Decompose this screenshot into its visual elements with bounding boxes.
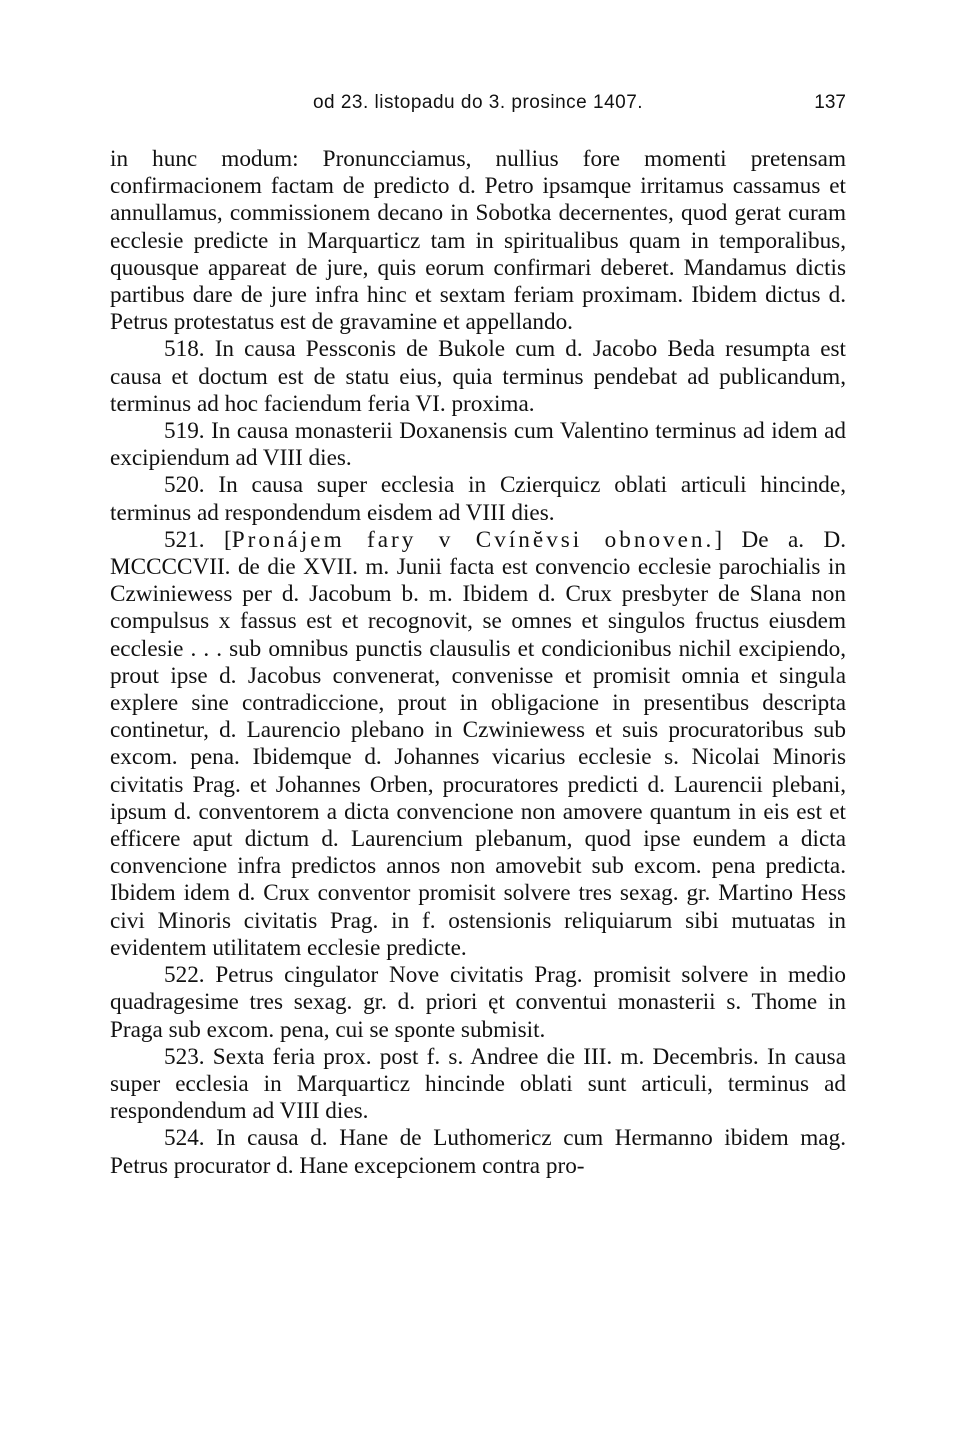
entry-519: 519. In causa monasterii Doxanensis cum Valentino terminus ad idem ad excipiendum ad VIII dies.: [110, 418, 846, 472]
entry-521-heading: Pronájem fary v Cvínĕvsi obnoven.: [231, 526, 715, 553]
body-text: [110, 146, 846, 1180]
entry-521-number: 521. [: [164, 526, 232, 553]
page-number: 137: [814, 92, 846, 113]
entry-521: [110, 527, 846, 962]
running-head: od 23. listopadu do 3. prosince 1407.: [312, 92, 644, 113]
page-header: [110, 90, 846, 116]
paragraph-continuation: in hunc modum: Pronuncciamus, nullius fore momenti pretensam confirmacionem factam de predicto d. Petro ipsamque irritamus cassamus et annullamus, commissionem decano in Sobotka decernentes, quod gerat curam ecclesie predicte in Marquarticz tam in spiritualibus quam in temporalibus, quousque appareat de jure, quis eorum confirmari deberet. Mandamus dictis partibus dare de jure infra hinc et sextam feriam proximam. Ibidem dictus d. Petrus protestatus est de gravamine et appellando.: [110, 146, 846, 336]
entry-521-text: ] De a. D. MCCCCVII. de die XVII. m. Junii facta est convencio ecclesie parochialis in Czwiniewess per d. Jacobum b. m. Ibidem d. Crux presbyter de Slana non compulsus x fassus est et recognovit, se omnes et singulos fructus eiusdem ecclesie . . . sub omnibus punctis clausulis et condicionibus nichil excipiendo, prout ipse d. Jacobus convenerat, convenisse et promisit omnia et singula explere sine contradiccione, prout in obligacione in presentibus descripta continetur, d. Laurencio plebano in Czwiniewess et suis procuratoribus sub excom. pena. Ibidemque d. Johannes vicarius ecclesie s. Nicolai Minoris civitatis Prag. et Johannes Orben, procuratores predicti d. Laurencii plebani, ipsum d. conventorem a dicta convencione non amovere quantum in eis est et efficere aput dictum d. Laurencium plebanum, quod ipse eundem a dicta convencione infra predictos annos non amovebit sub excom. pena predicta. Ibidem idem d. Crux conventor promisit solvere tres sexag. gr. Martino Hess civi Minoris civitatis Prag. in f. ostensionis reliquiarum sibi mutuatas in evidentem utilitatem ecclesie predicte.: [110, 526, 846, 961]
entry-524: 524. In causa d. Hane de Luthomericz cum Hermanno ibidem mag. Petrus procurator d. Hane excepcionem contra pro-: [110, 1125, 846, 1179]
entry-523: 523. Sexta feria prox. post f. s. Andree die III. m. Decembris. In causa super ecclesia in Marquarticz hincinde oblati sunt articuli, terminus ad respondendum ad VIII dies.: [110, 1043, 846, 1125]
entry-520: 520. In causa super ecclesia in Czierquicz oblati articuli hincinde, terminus ad respondendum eisdem ad VIII dies.: [110, 472, 846, 526]
entry-518: 518. In causa Pessconis de Bukole cum d. Jacobo Beda resumpta est causa et doctum est de statu eius, quia terminus pendebat ad publicandum, terminus ad hoc faciendum feria VI. proxima.: [110, 336, 846, 417]
entry-522: 522. Petrus cingulator Nove civitatis Prag. promisit solvere in medio quadragesime tres sexag. gr. d. priori ęt conventui monasterii s. Thome in Praga sub excom. pena, cui se sponte submisit.: [110, 962, 846, 1043]
